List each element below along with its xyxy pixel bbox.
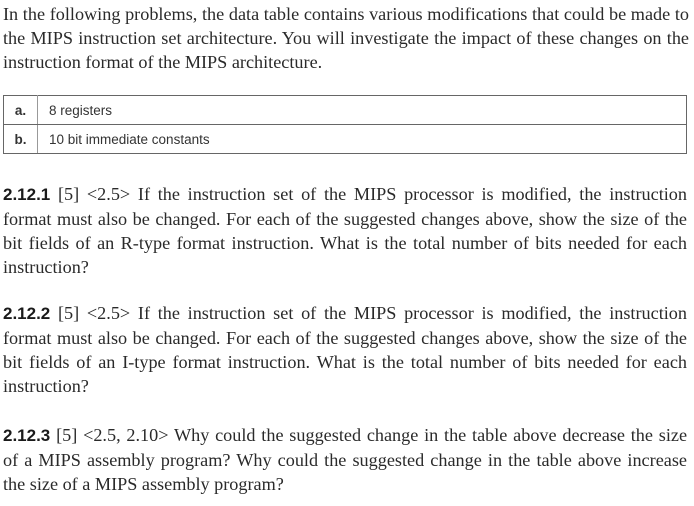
problem-2-12-2 bbox=[3, 301, 687, 398]
row-value: 8 registers bbox=[38, 96, 687, 125]
problem-points: [5] bbox=[57, 184, 80, 204]
problem-points: [5] bbox=[56, 425, 78, 445]
problem-number: 2.12.2 bbox=[3, 304, 51, 323]
row-label: a. bbox=[4, 96, 38, 125]
problem-text: If the instruction set of the MIPS processor is modified, the instruction format must also be changed. For each of the suggested changes above, show the size of the bit fields of an I-type format instruction. What is the total number of bits needed for each instruction? bbox=[3, 303, 687, 396]
problem-text: If the instruction set of the MIPS processor is modified, the instruction format must also be changed. For each of the suggested changes above, show the size of the bit fields of an R-type format instruction. What is the total number of bits needed for each instruction? bbox=[3, 184, 687, 277]
intro-paragraph: In the following problems, the data table contains various modifications that could be made to the MIPS instruction set architecture. You will investigate the impact of these changes on the instruction format of the MIPS architecture. bbox=[3, 4, 689, 72]
problem-2-12-3 bbox=[3, 423, 687, 496]
problem-points: [5] bbox=[57, 303, 80, 323]
table-row bbox=[4, 125, 687, 154]
problem-sections: <2.5, 2.10> bbox=[83, 425, 169, 445]
problem-2-12-1 bbox=[3, 182, 687, 279]
row-label: b. bbox=[4, 125, 38, 154]
table-row bbox=[4, 96, 687, 125]
problem-sections: <2.5> bbox=[86, 303, 131, 323]
modifications-table bbox=[3, 95, 687, 154]
problem-number: 2.12.1 bbox=[3, 185, 51, 204]
problem-text: Why could the suggested change in the table above decrease the size of a MIPS assembly program? Why could the suggested change in the table above increase the size of a MIPS assembly program? bbox=[3, 425, 688, 494]
problem-number: 2.12.3 bbox=[3, 426, 51, 445]
row-value: 10 bit immediate constants bbox=[38, 125, 687, 154]
problem-sections: <2.5> bbox=[86, 184, 131, 204]
